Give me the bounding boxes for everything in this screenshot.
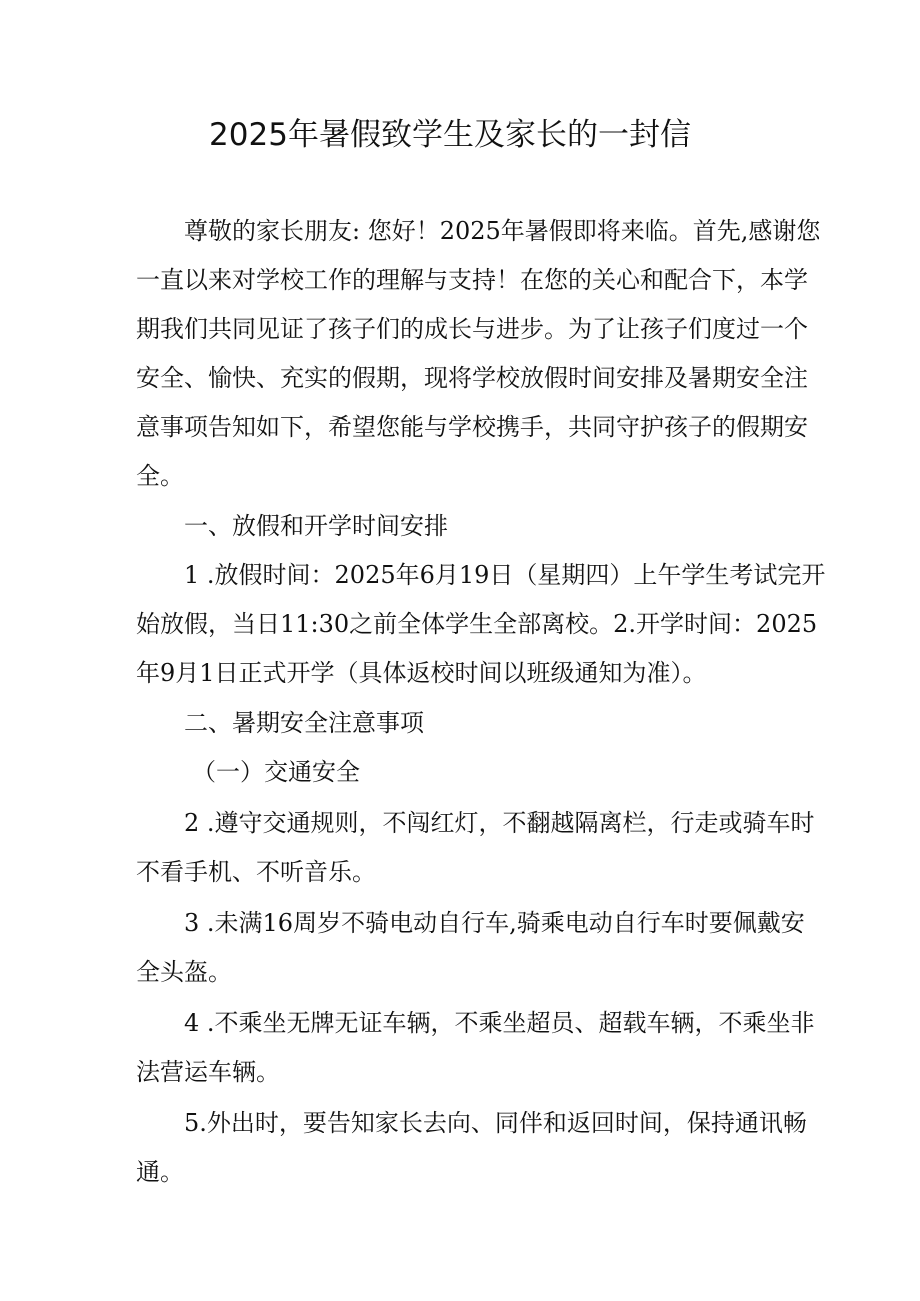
section-heading-2: 二、暑期安全注意事项	[184, 709, 424, 737]
intro-line-5: 意事项告知如下，希望您能与学校携手，共同守护孩子的假期安	[136, 413, 808, 441]
subsection-heading-1: （一）交通安全	[192, 758, 360, 786]
section1-item-line-3: 年9月1日正式开学（具体返校时间以班级通知为准）。	[136, 659, 707, 687]
intro-line-6: 全。	[136, 462, 184, 490]
intro-paragraph	[136, 207, 821, 501]
intro-line-2: 一直以来对学校工作的理解与支持！在您的关心和配合下，本学	[136, 266, 808, 294]
intro-line-4: 安全、愉快、充实的假期，现将学校放假时间安排及暑期安全注	[136, 364, 808, 392]
item-5-paragraph	[136, 1099, 807, 1197]
item-4-line-1: 4 .不乘坐无牌无证车辆，不乘坐超员、超载车辆，不乘坐非	[184, 1009, 815, 1037]
intro-line-1: 尊敬的家长朋友: 您好！2025年暑假即将来临。首先,感谢您	[184, 217, 821, 245]
item-2-paragraph	[136, 799, 815, 897]
section1-item-paragraph	[136, 551, 826, 698]
item-3-line-1: 3 .未满16周岁不骑电动自行车,骑乘电动自行车时要佩戴安	[184, 909, 805, 937]
item-2-line-1: 2 .遵守交通规则，不闯红灯，不翻越隔离栏，行走或骑车时	[184, 809, 815, 837]
intro-line-3: 期我们共同见证了孩子们的成长与进步。为了让孩子们度过一个	[136, 315, 808, 343]
item-5-line-2: 通。	[136, 1158, 184, 1186]
item-4-line-2: 法营运车辆。	[136, 1058, 280, 1086]
document-body	[136, 207, 826, 1197]
item-4-paragraph	[136, 999, 815, 1097]
section1-item-line-1: 1 .放假时间：2025年6月19日（星期四）上午学生考试完开	[184, 561, 826, 589]
item-3-paragraph	[136, 899, 805, 997]
document-title: 2025年暑假致学生及家长的一封信	[209, 117, 691, 153]
section-heading-1: 一、放假和开学时间安排	[184, 512, 448, 540]
section1-item-line-2: 始放假，当日11:30之前全体学生全部离校。2.开学时间：2025	[136, 610, 818, 638]
item-2-line-2: 不看手机、不听音乐。	[136, 858, 376, 886]
item-5-line-1: 5.外出时，要告知家长去向、同伴和返回时间，保持通讯畅	[184, 1109, 807, 1137]
item-3-line-2: 全头盔。	[136, 958, 232, 986]
